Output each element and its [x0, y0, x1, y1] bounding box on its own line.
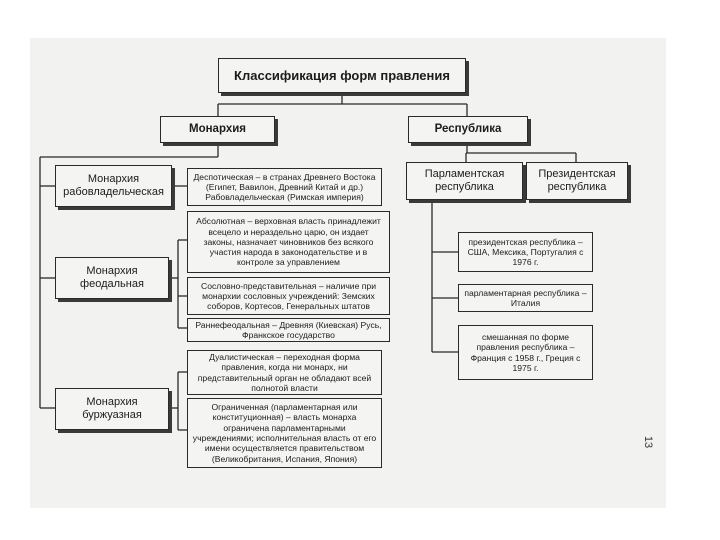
presidential-examples-box: [458, 232, 593, 272]
parliamentary-examples-text: парламентарная республика – Италия: [464, 287, 587, 308]
presidential-republic-box: [526, 162, 628, 200]
title-box: [218, 58, 466, 93]
mixed-examples-text: смешанная по форме правления республика – Франция с 1958 г., Греция с 1975 г.: [470, 331, 581, 373]
slave-monarchy-label: Монархия рабовладельческая: [63, 172, 164, 198]
presidential-examples-text: президентская республика – США, Мексика, Португалия с 1976 г.: [467, 236, 584, 268]
bourgeois-monarchy-box: [55, 388, 169, 430]
parliamentary-examples-box: [458, 284, 593, 312]
limited-text: Ограниченная (парламентарная или конституционная) – власть монарха ограничена парламентарными учреждениями; исполнительная власть от его имени осуществляется правительством (Великобритания, Испания, Япония): [192, 402, 377, 464]
page-number: 13: [642, 435, 655, 449]
dualist-box: [187, 350, 382, 395]
dualist-text: Дуалистическая – переходная форма правления, когда ни монарх, ни представительный орган не обладают всей полнотой власти: [197, 351, 372, 393]
early-feudal-text: Раннефеодальная – Древняя (Киевская) Русь, Франкское государство: [195, 319, 382, 340]
parliamentary-republic-box: [406, 162, 523, 200]
limited-box: [187, 398, 382, 468]
despotic-box: [187, 168, 382, 206]
absolute-text: Абсолютная – верховная власть принадлежит всецело и нераздельно царю, он издает законы, назначает чиновников без всякого участия народа в законодательстве и в контроле за управлением: [196, 216, 381, 268]
presidential-republic-label: Президентская республика: [538, 167, 616, 193]
bourgeois-monarchy-label: Монархия буржуазная: [82, 395, 142, 421]
feudal-monarchy-label: Монархия феодальная: [80, 264, 144, 290]
mixed-examples-box: [458, 325, 593, 380]
absolute-box: [187, 211, 390, 273]
estate-text: Сословно-представительная – наличие при монархии сословных учреждений: Земских соборов, Кортесов, Генеральных штатов: [200, 280, 377, 312]
early-feudal-box: [187, 318, 390, 342]
despotic-text: Деспотическая – в странах Древнего Востока (Египет, Вавилон, Древний Китай и др.) Рабовладельческая (Римская империя): [193, 171, 376, 203]
republic-label: Республика: [434, 122, 502, 135]
page-title: Классификация форм правления: [234, 67, 450, 83]
monarchy-box: [160, 116, 275, 143]
parliamentary-republic-label: Парламентская республика: [424, 167, 505, 193]
slave-monarchy-box: [55, 165, 172, 207]
republic-box: [408, 116, 528, 143]
estate-box: [187, 277, 390, 315]
monarchy-label: Монархия: [189, 122, 246, 135]
feudal-monarchy-box: [55, 257, 169, 299]
